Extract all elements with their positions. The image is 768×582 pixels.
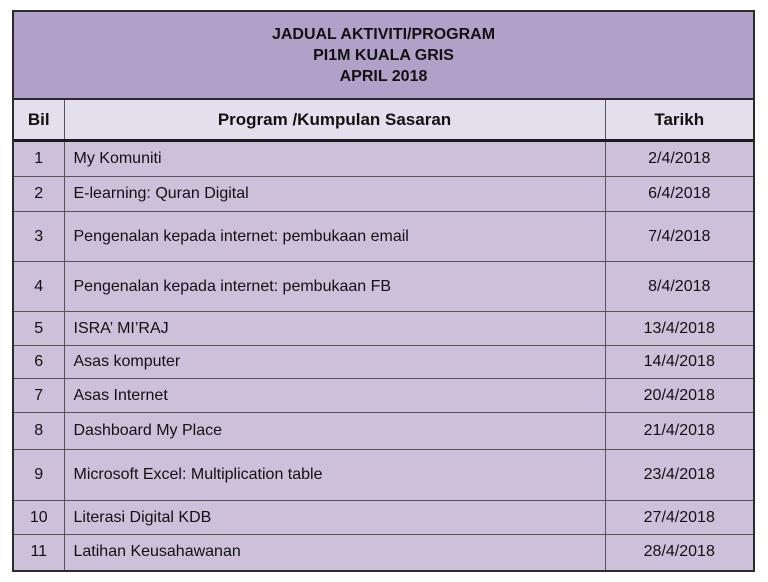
cell-tarikh: 21/4/2018 bbox=[605, 413, 753, 450]
table-row bbox=[14, 379, 753, 413]
cell-program: Latihan Keusahawanan bbox=[64, 535, 605, 570]
cell-bil: 7 bbox=[14, 379, 64, 413]
cell-program: Pengenalan kepada internet: pembukaan email bbox=[64, 212, 605, 262]
cell-program: ISRA’ MI’RAJ bbox=[64, 312, 605, 346]
table-row bbox=[14, 312, 753, 346]
column-header-tarikh: Tarikh bbox=[605, 99, 753, 141]
title-line-3: APRIL 2018 bbox=[339, 67, 428, 85]
cell-program: Asas Internet bbox=[64, 379, 605, 413]
table-title bbox=[14, 12, 753, 99]
cell-bil: 4 bbox=[14, 262, 64, 312]
cell-tarikh: 14/4/2018 bbox=[605, 346, 753, 379]
cell-tarikh: 20/4/2018 bbox=[605, 379, 753, 413]
cell-tarikh: 27/4/2018 bbox=[605, 501, 753, 535]
title-line-1: JADUAL AKTIVITI/PROGRAM bbox=[271, 25, 496, 43]
table-row bbox=[14, 141, 753, 177]
schedule-table bbox=[12, 10, 755, 572]
title-row bbox=[14, 12, 753, 99]
cell-tarikh: 6/4/2018 bbox=[605, 177, 753, 212]
table-row bbox=[14, 346, 753, 379]
cell-bil: 11 bbox=[14, 535, 64, 570]
table-row bbox=[14, 413, 753, 450]
cell-bil: 1 bbox=[14, 141, 64, 177]
cell-bil: 9 bbox=[14, 450, 64, 501]
cell-program: My Komuniti bbox=[64, 141, 605, 177]
cell-bil: 8 bbox=[14, 413, 64, 450]
cell-tarikh: 23/4/2018 bbox=[605, 450, 753, 501]
header-row bbox=[14, 99, 753, 141]
table-row bbox=[14, 535, 753, 570]
cell-bil: 10 bbox=[14, 501, 64, 535]
cell-program: Microsoft Excel: Multiplication table bbox=[64, 450, 605, 501]
table-row bbox=[14, 262, 753, 312]
table-row bbox=[14, 501, 753, 535]
table-row bbox=[14, 212, 753, 262]
cell-tarikh: 2/4/2018 bbox=[605, 141, 753, 177]
cell-tarikh: 8/4/2018 bbox=[605, 262, 753, 312]
cell-bil: 5 bbox=[14, 312, 64, 346]
column-header-program: Program /Kumpulan Sasaran bbox=[64, 99, 605, 141]
cell-bil: 3 bbox=[14, 212, 64, 262]
table-row bbox=[14, 450, 753, 501]
cell-tarikh: 7/4/2018 bbox=[605, 212, 753, 262]
cell-bil: 2 bbox=[14, 177, 64, 212]
table-row bbox=[14, 177, 753, 212]
cell-program: Literasi Digital KDB bbox=[64, 501, 605, 535]
cell-bil: 6 bbox=[14, 346, 64, 379]
cell-program: Dashboard My Place bbox=[64, 413, 605, 450]
title-line-2: PI1M KUALA GRIS bbox=[313, 46, 454, 64]
cell-program: Pengenalan kepada internet: pembukaan FB bbox=[64, 262, 605, 312]
cell-tarikh: 28/4/2018 bbox=[605, 535, 753, 570]
cell-tarikh: 13/4/2018 bbox=[605, 312, 753, 346]
column-header-bil: Bil bbox=[14, 99, 64, 141]
cell-program: Asas komputer bbox=[64, 346, 605, 379]
cell-program: E-learning: Quran Digital bbox=[64, 177, 605, 212]
